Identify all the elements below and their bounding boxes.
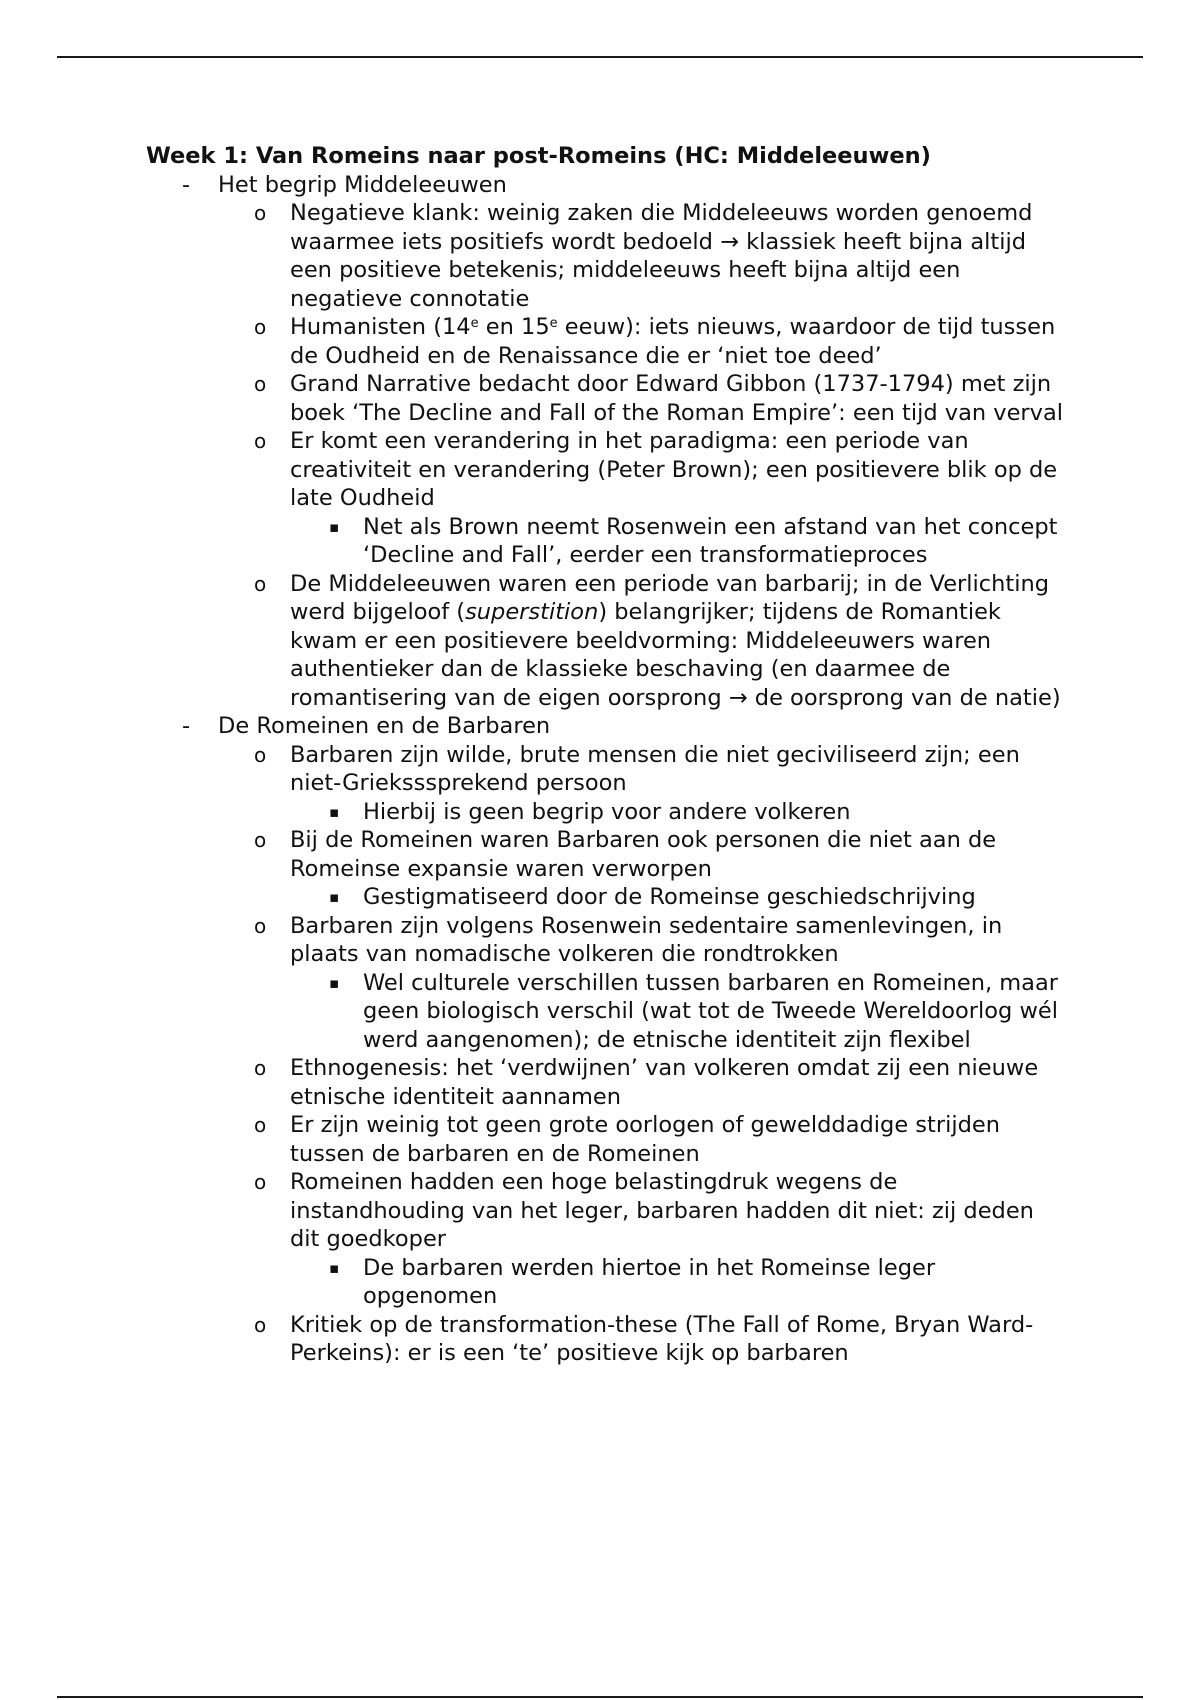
list-item-text: ) belangrijker; tijdens de Romantiek kwam er een positievere beeldvorming: Middeleeuwers waren authentieker dan de klassieke beschaving (en daarmee de romantisering van de eigen oorsprong: [290, 599, 1001, 711]
list-item-text: Grand Narrative bedacht door Edward Gibbon (1737-1794) met zijn boek ‘The Decline and Fall of the Roman Empire’: een tijd van verval: [290, 371, 1064, 426]
footer-rule: [57, 1696, 1143, 1698]
section-heading: [146, 171, 1066, 200]
list-item-text: eeuw): iets nieuws, waardoor de tijd tussen de Oudheid en de Renaissance die er ‘niet toe deed’: [290, 314, 1056, 369]
list-item-text: Negatieve klank: weinig zaken die Middeleeuws worden genoemd waarmee iets positiefs wordt bedoeld: [290, 200, 1033, 255]
list-item-text: en 15: [478, 314, 550, 340]
square-bullet: ▪: [329, 973, 340, 992]
list-item: [146, 1054, 1066, 1111]
list-item-text: klassiek heeft bijna altijd een positieve betekenis; middeleeuws heeft bijna altijd een negatieve connotatie: [290, 228, 1026, 312]
list-item-text: Er zijn weinig tot geen grote oorlogen of gewelddadige strijden tussen de barbaren en de Romeinen: [290, 1112, 1000, 1167]
square-bullet: ▪: [329, 888, 340, 906]
document-body: [146, 142, 1066, 1368]
sub-list-item-text: De barbaren werden hiertoe in het Romeinse leger opgenomen: [363, 1254, 936, 1309]
circle-bullet: o: [254, 1113, 267, 1137]
emphasis-text: superstition: [465, 599, 599, 625]
circle-bullet: o: [254, 913, 267, 938]
sub-list-item-text: Net als Brown neemt Rosenwein een afstand van het concept ‘Decline and Fall’, eerder een transformatieproces: [363, 513, 1058, 568]
square-bullet: ▪: [329, 802, 340, 821]
circle-bullet: o: [254, 1056, 267, 1080]
list-item: [146, 826, 1066, 883]
sub-list-item-text: Gestigmatiseerd door de Romeinse geschiedschrijving: [363, 884, 976, 910]
superscript: e: [470, 316, 479, 331]
circle-bullet: o: [254, 571, 267, 596]
list-item-text: Romeinen hadden een hoge belastingdruk wegens de instandhouding van het leger, barbaren hadden dit niet: zij deden dit goedkoper: [290, 1169, 1034, 1252]
list-item-text: Humanisten (14: [290, 314, 471, 340]
list-item-text: De Middeleeuwen waren een periode van barbarij; in de Verlichting werd bijgeloof (: [290, 570, 1050, 625]
square-bullet: ▪: [329, 1258, 340, 1277]
section-heading-text: De Romeinen en de Barbaren: [218, 713, 551, 739]
list-item: [146, 199, 1066, 313]
sub-list-item: [146, 798, 1066, 827]
list-item: [146, 912, 1066, 969]
list-item: [146, 570, 1066, 713]
arrow-icon: →: [728, 684, 748, 711]
arrow-icon: →: [720, 228, 739, 255]
circle-bullet: o: [254, 742, 267, 767]
list-item: [146, 370, 1066, 427]
list-item: [146, 1168, 1066, 1254]
list-item: [146, 1111, 1066, 1168]
circle-bullet: o: [254, 201, 267, 225]
page-title: Week 1: Van Romeins naar post-Romeins (HC: Middeleeuwen): [146, 143, 931, 169]
circle-bullet: o: [254, 1312, 267, 1337]
square-bullet: ▪: [329, 517, 340, 536]
sub-list-item: [146, 883, 1066, 912]
list-item: [146, 313, 1066, 370]
list-item-text: Kritiek op de transformation-these (The Fall of Rome, Bryan Ward-Perkeins): er is een ‘te’ positieve kijk op barbaren: [290, 1311, 1034, 1366]
section-heading-text: Het begrip Middeleeuwen: [218, 171, 507, 198]
list-item-text: Er komt een verandering in het paradigma: een periode van creativiteit en verandering (Peter Brown); een positievere blik op de late Oudheid: [290, 428, 1058, 511]
circle-bullet: o: [254, 429, 267, 453]
sub-list-item: [146, 513, 1066, 570]
dash-bullet: -: [182, 171, 191, 198]
dash-bullet: -: [182, 713, 191, 739]
list-item: [146, 1311, 1066, 1368]
sub-list-item: [146, 1254, 1066, 1311]
list-item-text: Ethnogenesis: het ‘verdwijnen’ van volkeren omdat zij een nieuwe etnische identiteit aannamen: [290, 1055, 1039, 1110]
list-item: [146, 741, 1066, 798]
section-heading: [146, 712, 1066, 741]
superscript: e: [549, 316, 558, 331]
header-rule: [57, 56, 1143, 58]
list-item-text: de oorsprong van de natie): [754, 684, 1061, 711]
circle-bullet: o: [254, 828, 267, 852]
sub-list-item: [146, 969, 1066, 1055]
circle-bullet: o: [254, 1170, 267, 1194]
list-item-text: Bij de Romeinen waren Barbaren ook personen die niet aan de Romeinse expansie waren verworpen: [290, 827, 997, 882]
list-item-text: Barbaren zijn wilde, brute mensen die niet geciviliseerd zijn; een niet-Grieksssprekend persoon: [290, 741, 1020, 796]
list-item-text: Barbaren zijn volgens Rosenwein sedentaire samenlevingen, in plaats van nomadische volkeren die rondtrokken: [290, 912, 1003, 967]
sub-list-item-text: Wel culturele verschillen tussen barbaren en Romeinen, maar geen biologisch verschil (wat tot de Tweede Wereldoorlog wél werd aangenomen); de etnische identiteit zijn flexibel: [363, 969, 1059, 1053]
circle-bullet: o: [254, 372, 267, 396]
circle-bullet: o: [254, 315, 267, 339]
list-item: [146, 427, 1066, 513]
sub-list-item-text: Hierbij is geen begrip voor andere volkeren: [363, 798, 851, 825]
